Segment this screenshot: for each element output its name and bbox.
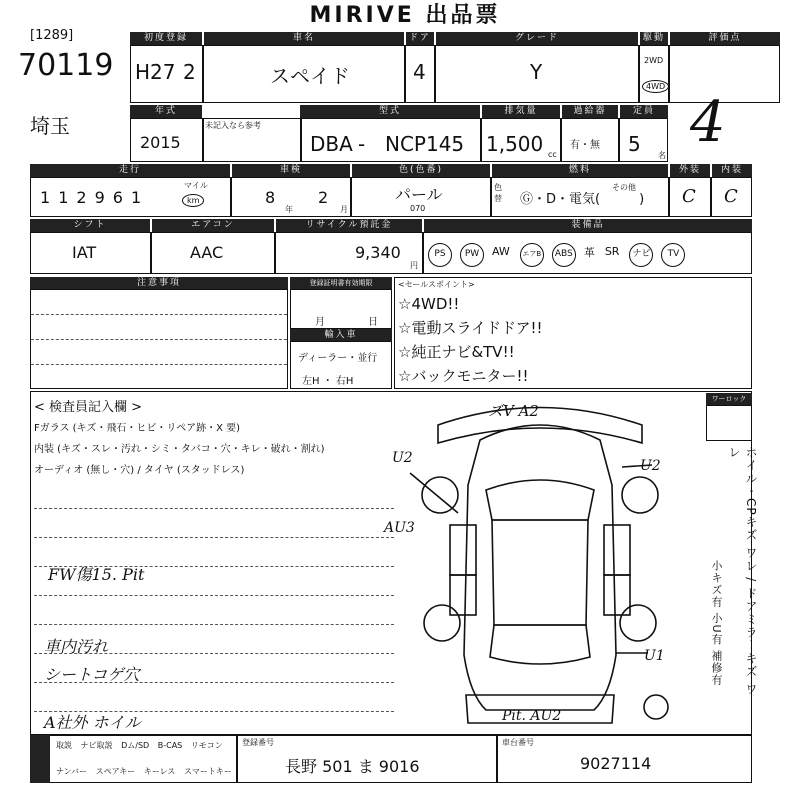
divider [422, 232, 424, 274]
import-dealer: ディーラー・並行 [298, 353, 378, 364]
inspector-lines [34, 418, 325, 481]
car-outline [464, 425, 616, 710]
hdr-shift: シフト [30, 219, 150, 232]
hand-note: 車内汚れ [44, 637, 109, 656]
spare-circle [644, 695, 668, 719]
color-code: 070 [410, 204, 426, 213]
equip-ps: PS [428, 243, 452, 267]
import-side: 左H ・ 右H [302, 376, 354, 387]
frame-label: 車台番号 [502, 738, 534, 747]
divider [496, 735, 498, 783]
reg-day-label: 日 [368, 317, 378, 328]
divider [230, 177, 232, 217]
damage-mark: U1 [644, 648, 665, 664]
sales-points [398, 292, 543, 388]
yen-unit: 円 [410, 261, 418, 270]
divider [638, 45, 640, 103]
color-suffix: 色替 [494, 183, 502, 203]
divider [274, 232, 276, 274]
hdr-shaken: 車検 [232, 164, 350, 177]
score-value: 4 [690, 90, 726, 155]
hdr-recycle: リサイクル預託金 [276, 219, 422, 232]
equip-abs: ABS [552, 243, 576, 267]
legend-vertical: ホイル・CPキズ ワレ / ドアミラーキズ ワレ [727, 446, 758, 696]
ext-grade: C [682, 186, 696, 207]
footer-item: B-CAS [157, 741, 183, 750]
damage-mark: AU3 [384, 520, 415, 536]
legend-bottom: 小キズ有 小U有 補修有 [710, 560, 723, 687]
model-dash: - [358, 132, 366, 156]
divider [404, 45, 406, 103]
dash-line [34, 596, 394, 625]
mileage-digits [40, 188, 149, 207]
car-windshield [486, 480, 594, 520]
prefecture: 埼玉 [30, 114, 70, 138]
reg-month-label: 月 [315, 317, 325, 328]
form-title: MIRIVE 出品票 [309, 3, 501, 28]
divider [480, 118, 482, 162]
shaken-month: 2 [318, 188, 329, 207]
aircon: AAC [190, 243, 224, 262]
divider [490, 177, 492, 217]
equipment-list [428, 241, 750, 267]
equip-airbag: エアB [520, 243, 544, 267]
hdr-doors: ドア [406, 32, 434, 45]
equip-leather: 革 [583, 245, 595, 259]
footer-item: キーレス [143, 767, 176, 776]
divider [350, 177, 352, 217]
int-grade: C [724, 186, 738, 207]
hdr-first-reg: 初度登録 [130, 32, 202, 45]
divider [710, 177, 712, 217]
hdr-year: 年式 [130, 105, 202, 118]
door-right-front [604, 525, 630, 575]
damage-mark: ズV A2 [488, 402, 539, 420]
wheel-fr [622, 477, 658, 513]
notes-line [31, 315, 287, 340]
equip-tv: TV [661, 243, 685, 267]
inspector-title: < 検査員記入欄 > [34, 400, 143, 415]
inspector-line: オーディオ (無し・穴) / タイヤ (スタッドレス) [34, 465, 245, 476]
year-ad: 2015 [140, 133, 181, 152]
model-prefix: DBA [310, 132, 353, 156]
divider [202, 45, 204, 103]
divider [618, 118, 620, 162]
mileage-digit: 1 [58, 188, 77, 207]
mileage-digit: 2 [76, 188, 95, 207]
year-note: 未記入なら参考 [205, 121, 261, 130]
fuel-other: その他 [612, 183, 636, 192]
dash-line [34, 480, 394, 509]
hand-note: シートコゲ穴 [44, 665, 140, 684]
footer-item: ナンバー [56, 767, 88, 776]
mileage-unit-km: km [182, 194, 204, 207]
divider [560, 118, 562, 162]
hdr-car-name: 車名 [204, 32, 404, 45]
damage-mark: U2 [640, 458, 661, 474]
mileage-digit: 6 [112, 188, 131, 207]
doors: 4 [413, 60, 426, 84]
capacity: 5 [628, 132, 641, 156]
footer-item: ナビ取説 [80, 741, 113, 750]
hand-note: FW傷15. Pit [48, 565, 145, 584]
equip-aw: AW [492, 245, 510, 258]
reg-label: 登録番号 [242, 738, 274, 747]
divider [668, 45, 670, 103]
notes-box [30, 289, 288, 389]
equip-pw: PW [460, 243, 484, 267]
equip-navi: ナビ [629, 243, 653, 267]
footer-item: 取説 [56, 741, 72, 750]
reg-number: 長野 501 ま 9016 [285, 757, 420, 776]
inspector-line: 内装 (キズ・スレ・汚れ・シミ・タバコ・穴・キレ・破れ・割れ) [34, 444, 325, 455]
row1-frame [130, 45, 780, 103]
damage-mark: U2 [392, 450, 413, 466]
first-reg-era: H27 [135, 60, 176, 84]
notes-line [31, 340, 287, 365]
inspector-line: Fガラス (キズ・飛石・ヒビ・リペア跡・X 要) [34, 423, 241, 434]
frame-number: 9027114 [580, 754, 652, 773]
footer-item: スペアキー [95, 767, 136, 776]
turbo: 有・無 [570, 140, 600, 151]
divider [202, 118, 204, 162]
footer-item: Dム/SD [121, 741, 150, 750]
divider [150, 232, 152, 274]
hdr-model: 型式 [300, 105, 480, 118]
hdr-fuel: 燃料 [492, 164, 668, 177]
sales-label: <セールスポイント> [398, 280, 475, 289]
displacement: 1,500 [486, 132, 544, 156]
fuel: Ⓖ・D・電気( ) [520, 192, 645, 207]
hdr-mileage: 走行 [30, 164, 230, 177]
divider [300, 118, 302, 162]
hdr-grade: グレード [436, 32, 638, 45]
divider [236, 735, 238, 783]
mileage-digit: 9 [94, 188, 113, 207]
hdr-displacement: 排気量 [482, 105, 560, 118]
car-diagram [380, 395, 700, 735]
hdr-reg-expiry: 登録証明書有効期限 [290, 277, 392, 289]
sales-point: ☆純正ナビ&TV!! [398, 343, 515, 361]
sales-point: ☆4WD!! [398, 295, 460, 313]
hand-note: A社外 ホイル [44, 713, 141, 732]
recycle: 9,340 [355, 243, 401, 262]
door-left-front [450, 525, 476, 575]
hdr-capacity: 定員 [620, 105, 668, 118]
sales-point: ☆バックモニター!! [398, 367, 529, 385]
diagram-label: ワーロック [706, 393, 752, 405]
hdr-ext: 外装 [670, 164, 710, 177]
dash-line [34, 509, 394, 538]
car-name: スペイド [270, 64, 350, 88]
hdr-turbo: 過給器 [562, 105, 618, 118]
footer-item: スマートキー [183, 767, 232, 776]
color-name: パール [395, 185, 443, 204]
footer-tab [30, 735, 50, 783]
lot-bracket: [1289] [30, 28, 74, 43]
footer-item: リモコン [190, 741, 223, 750]
equip-sr: SR [604, 245, 620, 258]
drive-2wd: 2WD [644, 56, 664, 65]
first-reg-month: 2 [183, 60, 196, 84]
nen-label: 年 [285, 205, 293, 214]
hdr-equipment: 装備品 [424, 219, 752, 232]
person-unit: 名 [658, 151, 666, 160]
cc-unit: cc [548, 150, 557, 159]
notes-line [31, 290, 287, 315]
divider [668, 177, 670, 217]
lot-number: 70119 [18, 48, 114, 83]
hdr-score: 評価点 [670, 32, 780, 45]
car-rear-window [490, 625, 590, 664]
mileage-digit: 1 [130, 188, 150, 207]
dash-line [34, 683, 394, 712]
hdr-int: 内装 [712, 164, 752, 177]
shift: IAT [72, 243, 97, 262]
mileage-digit: 1 [40, 188, 59, 207]
sales-point: ☆電動スライドドア!! [398, 319, 543, 337]
tsuki-label: 月 [340, 205, 348, 214]
hdr-aircon: エアコン [152, 219, 274, 232]
divider [434, 45, 436, 103]
damage-mark: Pit. AU2 [502, 708, 562, 724]
hdr-color: 色(色番) [352, 164, 490, 177]
drive-4wd: 4WD [642, 80, 669, 93]
model-code: NCP145 [385, 132, 465, 156]
hdr-drive: 駆動 [640, 32, 668, 45]
wheel-rl [424, 605, 460, 641]
shaken-year: 8 [265, 188, 276, 207]
car-roof [492, 520, 588, 625]
footer-items-row2 [56, 766, 232, 777]
wheel-rr [620, 605, 656, 641]
hdr-import: 輸入車 [290, 329, 392, 341]
footer-items-row1 [56, 740, 223, 751]
mileage-unit-mile: マイル [184, 181, 208, 190]
grade: Y [530, 60, 543, 84]
legend-frame [706, 405, 752, 441]
hdr-notes: 注意事項 [30, 277, 288, 289]
mark-line [410, 473, 458, 513]
